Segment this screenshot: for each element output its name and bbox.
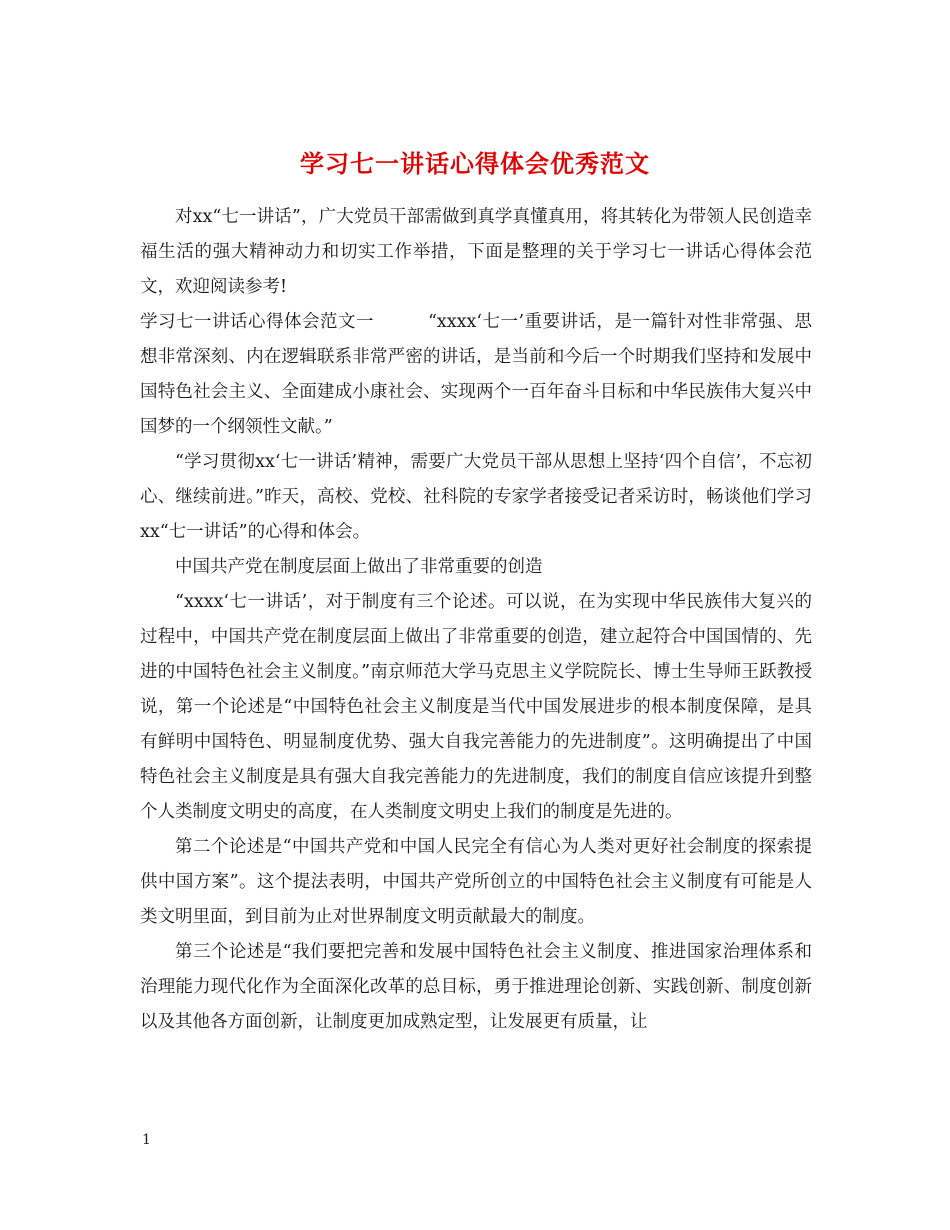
- paragraph: “xxxx‘七一讲话’，对于制度有三个论述。可以说，在为实现中华民族伟大复兴的过程中，中国共产党在制度层面上做出了非常重要的创造，建立起符合中国国情的、先进的中国特色社会主义制度。”南京师范大学马克思主义学院院长、博士生导师王跃教授说，第一个论述是“中国特色社会主义制度是当代中国发展进步的根本制度保障，是具有鲜明中国特色、明显制度优势、强大自我完善能力的先进制度”。这明确提出了中国特色社会主义制度是具有强大自我完善能力的先进制度，我们的制度自信应该提升到整个人类制度文明史的高度，在人类制度文明史上我们的制度是先进的。: [140, 592, 812, 822]
- document-title: 学习七一讲话心得体会优秀范文: [300, 149, 650, 179]
- paragraph-section-one-heading: 学习七一讲话心得体会范文一 “xxxx‘七一’重要讲话，是一篇针对性非常强、思想非常深刻、内在逻辑联系非常严密的讲话，是当前和今后一个时期我们坚持和发展中国特色社会主义、全面建成小康社会、实现两个一百年奋斗目标和中华民族伟大复兴中国梦的一个纲领性文献。”: [140, 312, 812, 437]
- paragraph-subheading: 中国共产党在制度层面上做出了非常重要的创造: [175, 557, 543, 577]
- paragraph: 第二个论述是“中国共产党和中国人民完全有信心为人类对更好社会制度的探索提供中国方案”。这个提法表明，中国共产党所创立的中国特色社会主义制度有可能是人类文明里面，到目前为止对世界制度文明贡献最大的制度。: [140, 837, 812, 927]
- page-number: 1: [142, 1132, 151, 1148]
- document-body: [140, 200, 812, 1040]
- paragraph-intro: 对xx“七一讲话”，广大党员干部需做到真学真懂真用，将其转化为带领人民创造幸福生活的强大精神动力和切实工作举措，下面是整理的关于学习七一讲话心得体会范文，欢迎阅读参考!: [140, 207, 812, 297]
- paragraph: “学习贯彻xx‘七一讲话’精神，需要广大党员干部从思想上坚持‘四个自信’，不忘初心、继续前进。”昨天，高校、党校、社科院的专家学者接受记者采访时，畅谈他们学习xx“七一讲话”的心得和体会。: [140, 452, 812, 542]
- paragraph: 第三个论述是“我们要把完善和发展中国特色社会主义制度、推进国家治理体系和治理能力现代化作为全面深化改革的总目标，勇于推进理论创新、实践创新、制度创新以及其他各方面创新，让制度更加成熟定型，让发展更有质量，让: [140, 942, 812, 1032]
